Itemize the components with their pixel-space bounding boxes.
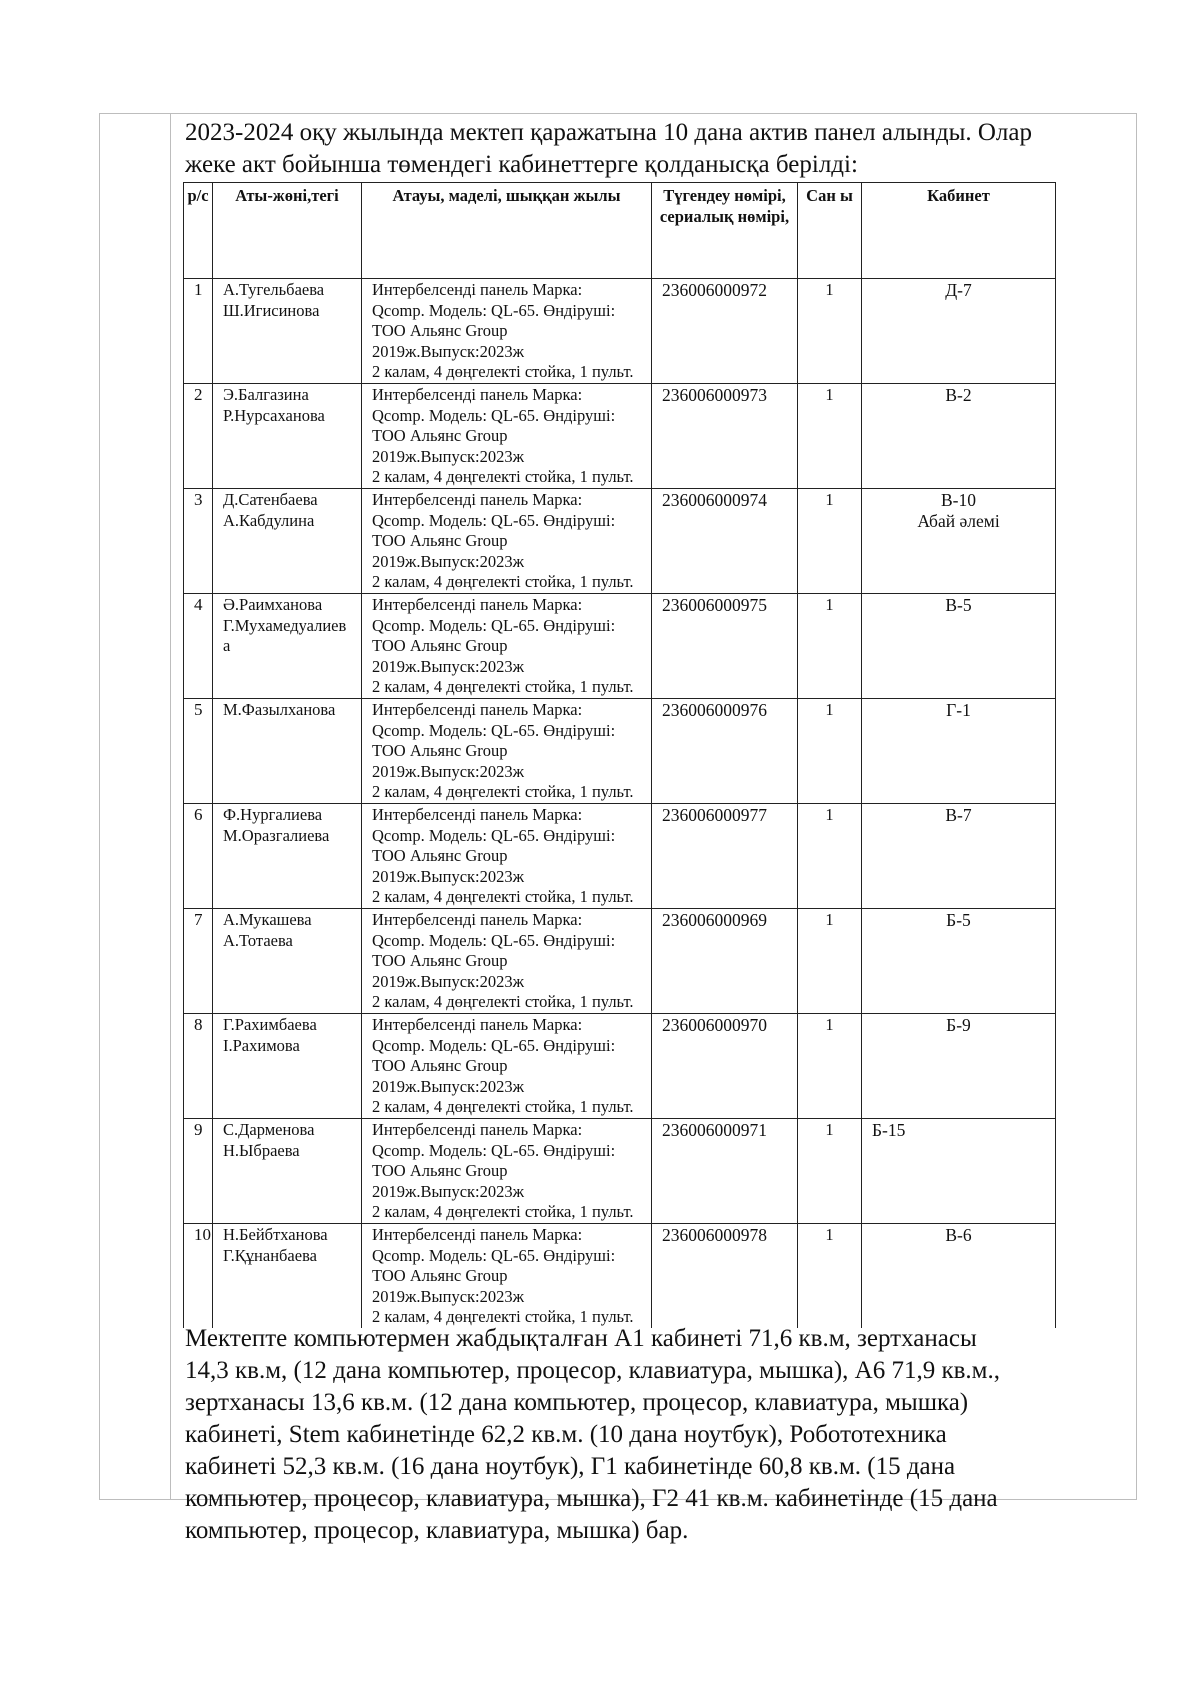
- description-line: 2 калам, 4 дөңгелекті стойка, 1 пульт.: [372, 677, 634, 697]
- cell-description: [362, 909, 652, 1014]
- description-text: [372, 700, 651, 803]
- room-label: В-2: [945, 385, 972, 405]
- description-line: 2019ж.Выпуск:2023ж: [372, 1181, 525, 1201]
- table-row: [184, 594, 1056, 699]
- cell-description: [362, 804, 652, 909]
- table-row: [184, 699, 1056, 804]
- cell-count: 1: [798, 489, 862, 594]
- person-name: Г.Мухамедуалиев: [223, 615, 347, 635]
- cell-room: [862, 489, 1056, 594]
- description-text: [372, 490, 651, 593]
- cell-count: 1: [798, 1224, 862, 1328]
- person-name: Р.Нурсаханова: [223, 405, 325, 425]
- cell-names: [213, 909, 362, 1014]
- table-row: [184, 909, 1056, 1014]
- description-line: Интербелсенді панель Марка:: [372, 910, 583, 929]
- description-line: Интербелсенді панель Марка:: [372, 700, 583, 719]
- description-line: Qcomp. Модель: QL-65. Өндіруші:: [372, 1035, 616, 1055]
- person-name: Ф.Нургалиева: [223, 805, 323, 824]
- table-row: [184, 1119, 1056, 1224]
- description-line: Qcomp. Модель: QL-65. Өндіруші:: [372, 510, 616, 530]
- description-line: Интербелсенді панель Марка:: [372, 1120, 583, 1139]
- cell-num: 10: [184, 1224, 213, 1328]
- description-line: ТОО Альянс Group: [372, 1161, 508, 1181]
- room-label: Г-1: [946, 700, 971, 720]
- description-line: 2 калам, 4 дөңгелекті стойка, 1 пульт.: [372, 887, 634, 907]
- description-line: 2 калам, 4 дөңгелекті стойка, 1 пульт.: [372, 572, 634, 592]
- person-name: І.Рахимова: [223, 1035, 300, 1055]
- cell-count: 1: [798, 699, 862, 804]
- cell-room: [862, 1119, 1056, 1224]
- cell-names: [213, 489, 362, 594]
- description-line: Интербелсенді панель Марка:: [372, 280, 583, 299]
- paragraph-line: Мектепте компьютермен жабдықталған А1 кабинеті 71,6 кв.м, зертханасы: [185, 1325, 977, 1352]
- frame-divider: [170, 114, 171, 1499]
- person-name: Э.Балгазина: [223, 385, 309, 404]
- cell-names: [213, 594, 362, 699]
- description-line: Интербелсенді панель Марка:: [372, 385, 583, 404]
- description-line: ТОО Альянс Group: [372, 1266, 508, 1286]
- panels-table: [183, 182, 1056, 1328]
- cell-description: [362, 1014, 652, 1119]
- table-row: [184, 489, 1056, 594]
- description-text: [372, 1225, 651, 1328]
- room-label: Д-7: [945, 280, 972, 300]
- description-line: 2 калам, 4 дөңгелекті стойка, 1 пульт.: [372, 1307, 634, 1327]
- cell-names: [213, 1014, 362, 1119]
- cell-num: 5: [184, 699, 213, 804]
- description-line: 2 калам, 4 дөңгелекті стойка, 1 пульт.: [372, 467, 634, 487]
- header-desc: Атауы, маделі, шыққан жылы: [362, 183, 652, 279]
- description-line: 2 калам, 4 дөңгелекті стойка, 1 пульт.: [372, 782, 634, 802]
- person-name: А.Мукашева: [223, 910, 312, 929]
- cell-inventory-number: 236006000969: [652, 909, 798, 1014]
- description-line: ТОО Альянс Group: [372, 846, 508, 866]
- description-line: 2019ж.Выпуск:2023ж: [372, 341, 525, 361]
- table-header-row: [184, 183, 1056, 279]
- cell-inventory-number: 236006000974: [652, 489, 798, 594]
- table-row: [184, 1014, 1056, 1119]
- header-inv: Түгендеу нөмірі, сериалық нөмірі,: [652, 183, 798, 279]
- header-count: Сан ы: [798, 183, 862, 279]
- description-line: 2019ж.Выпуск:2023ж: [372, 971, 525, 991]
- person-name: Н.Ыбраева: [223, 1140, 300, 1160]
- description-line: Qcomp. Модель: QL-65. Өндіруші:: [372, 825, 616, 845]
- description-text: [372, 910, 651, 1013]
- cell-description: [362, 279, 652, 384]
- description-line: Qcomp. Модель: QL-65. Өндіруші:: [372, 300, 616, 320]
- room-label: В-5: [945, 595, 972, 615]
- person-name: А.Кабдулина: [223, 510, 315, 530]
- cell-inventory-number: 236006000977: [652, 804, 798, 909]
- description-line: ТОО Альянс Group: [372, 741, 508, 761]
- description-line: 2019ж.Выпуск:2023ж: [372, 446, 525, 466]
- description-line: ТОО Альянс Group: [372, 321, 508, 341]
- description-line: Интербелсенді панель Марка:: [372, 595, 583, 614]
- header-num: р/с: [184, 183, 213, 279]
- cell-room: [862, 1014, 1056, 1119]
- room-label: В-7: [945, 805, 972, 825]
- description-line: ТОО Альянс Group: [372, 636, 508, 656]
- cell-num: 9: [184, 1119, 213, 1224]
- paragraph-line: зертханасы 13,6 кв.м. (12 дана компьютер, процесор, клавиатура, мышка): [185, 1389, 969, 1416]
- room-label: Б-9: [946, 1015, 971, 1035]
- cell-description: [362, 699, 652, 804]
- description-line: Интербелсенді панель Марка:: [372, 805, 583, 824]
- description-text: [372, 595, 651, 698]
- person-name: М.Оразгалиева: [223, 825, 330, 845]
- cell-num: 1: [184, 279, 213, 384]
- cell-count: 1: [798, 1119, 862, 1224]
- cell-room: [862, 804, 1056, 909]
- description-line: Интербелсенді панель Марка:: [372, 1225, 583, 1244]
- header-room: Кабинет: [862, 183, 1056, 279]
- cell-inventory-number: 236006000972: [652, 279, 798, 384]
- description-line: 2 калам, 4 дөңгелекті стойка, 1 пульт.: [372, 362, 634, 382]
- description-line: Qcomp. Модель: QL-65. Өндіруші:: [372, 1245, 616, 1265]
- cell-num: 8: [184, 1014, 213, 1119]
- description-line: Qcomp. Модель: QL-65. Өндіруші:: [372, 720, 616, 740]
- description-line: 2019ж.Выпуск:2023ж: [372, 1076, 525, 1096]
- description-line: ТОО Альянс Group: [372, 1056, 508, 1076]
- description-line: 2019ж.Выпуск:2023ж: [372, 866, 525, 886]
- cell-names: [213, 384, 362, 489]
- person-name: Г.Рахимбаева: [223, 1015, 317, 1034]
- paragraph-line: кабинеті, Stem кабинетінде 62,2 кв.м. (10 дана ноутбук), Робототехника: [185, 1421, 947, 1448]
- cell-names: [213, 1224, 362, 1328]
- cell-count: 1: [798, 1014, 862, 1119]
- description-line: Qcomp. Модель: QL-65. Өндіруші:: [372, 930, 616, 950]
- cell-count: 1: [798, 804, 862, 909]
- person-name: Д.Сатенбаева: [223, 490, 318, 509]
- description-line: Qcomp. Модель: QL-65. Өндіруші:: [372, 405, 616, 425]
- table-row: [184, 804, 1056, 909]
- paragraph-line: 14,3 кв.м, (12 дана компьютер, процесор, клавиатура, мышка), А6 71,9 кв.м.,: [185, 1357, 1001, 1384]
- cell-inventory-number: 236006000973: [652, 384, 798, 489]
- description-line: Qcomp. Модель: QL-65. Өндіруші:: [372, 615, 616, 635]
- cell-description: [362, 594, 652, 699]
- person-name: А.Тугельбаева: [223, 280, 325, 299]
- description-line: Интербелсенді панель Марка:: [372, 1015, 583, 1034]
- cell-count: 1: [798, 909, 862, 1014]
- description-line: Интербелсенді панель Марка:: [372, 490, 583, 509]
- cell-count: 1: [798, 279, 862, 384]
- room-label: Б-5: [946, 910, 971, 930]
- description-line: 2019ж.Выпуск:2023ж: [372, 656, 525, 676]
- person-name: С.Дарменова: [223, 1120, 315, 1139]
- intro-paragraph: [185, 117, 1130, 181]
- cell-description: [362, 1119, 652, 1224]
- cell-count: 1: [798, 384, 862, 489]
- description-line: ТОО Альянс Group: [372, 951, 508, 971]
- cell-inventory-number: 236006000970: [652, 1014, 798, 1119]
- cell-room: [862, 909, 1056, 1014]
- paragraph-line: компьютер, процесор, клавиатура, мышка) бар.: [185, 1517, 689, 1544]
- person-name: Г.Құнанбаева: [223, 1245, 317, 1265]
- cell-room: [862, 594, 1056, 699]
- description-text: [372, 1015, 651, 1118]
- person-name: М.Фазылханова: [223, 700, 336, 719]
- table-body: [184, 279, 1056, 1328]
- cell-num: 6: [184, 804, 213, 909]
- cell-num: 2: [184, 384, 213, 489]
- description-text: [372, 385, 651, 488]
- computer-rooms-paragraph: [185, 1323, 1130, 1547]
- cell-description: [362, 489, 652, 594]
- description-text: [372, 1120, 651, 1223]
- room-label: В-10: [941, 490, 976, 510]
- description-line: 2 калам, 4 дөңгелекті стойка, 1 пульт.: [372, 1202, 634, 1222]
- room-label: Б-15: [872, 1120, 906, 1140]
- cell-names: [213, 279, 362, 384]
- table-row: [184, 279, 1056, 384]
- intro-line: 2023-2024 оқу жылында мектеп қаражатына 10 дана актив панел алынды. Олар: [185, 119, 1032, 146]
- cell-inventory-number: 236006000978: [652, 1224, 798, 1328]
- cell-names: [213, 699, 362, 804]
- table-row: [184, 384, 1056, 489]
- room-label: В-6: [945, 1225, 972, 1245]
- cell-description: [362, 384, 652, 489]
- cell-room: [862, 279, 1056, 384]
- description-line: ТОО Альянс Group: [372, 426, 508, 446]
- cell-room: [862, 699, 1056, 804]
- person-name: Ш.Игисинова: [223, 300, 320, 320]
- cell-num: 3: [184, 489, 213, 594]
- person-name: а: [223, 636, 231, 656]
- intro-line: жеке акт бойынша төмендегі кабинеттерге қолданысқа берілді:: [185, 151, 858, 178]
- person-name: Н.Бейбтханова: [223, 1225, 328, 1244]
- description-line: 2019ж.Выпуск:2023ж: [372, 761, 525, 781]
- cell-description: [362, 1224, 652, 1328]
- paragraph-line: кабинеті 52,3 кв.м. (16 дана ноутбук), Г1 кабинетінде 60,8 кв.м. (15 дана: [185, 1453, 956, 1480]
- cell-num: 4: [184, 594, 213, 699]
- cell-room: [862, 384, 1056, 489]
- description-line: 2019ж.Выпуск:2023ж: [372, 1286, 525, 1306]
- room-label: Абай әлемі: [917, 510, 1000, 531]
- cell-inventory-number: 236006000975: [652, 594, 798, 699]
- cell-names: [213, 804, 362, 909]
- description-text: [372, 280, 651, 383]
- cell-inventory-number: 236006000976: [652, 699, 798, 804]
- cell-count: 1: [798, 594, 862, 699]
- cell-num: 7: [184, 909, 213, 1014]
- description-line: 2 калам, 4 дөңгелекті стойка, 1 пульт.: [372, 1097, 634, 1117]
- paragraph-line: компьютер, процесор, клавиатура, мышка), Г2 41 кв.м. кабинетінде (15 дана: [185, 1485, 998, 1512]
- person-name: А.Тотаева: [223, 930, 293, 950]
- description-line: 2019ж.Выпуск:2023ж: [372, 551, 525, 571]
- description-text: [372, 805, 651, 908]
- description-line: ТОО Альянс Group: [372, 531, 508, 551]
- description-line: 2 калам, 4 дөңгелекті стойка, 1 пульт.: [372, 992, 634, 1012]
- person-name: Ә.Раимханова: [223, 595, 323, 614]
- cell-inventory-number: 236006000971: [652, 1119, 798, 1224]
- table-row: [184, 1224, 1056, 1328]
- header-name: Аты-жөні,тегі: [213, 183, 362, 279]
- description-line: Qcomp. Модель: QL-65. Өндіруші:: [372, 1140, 616, 1160]
- cell-names: [213, 1119, 362, 1224]
- cell-room: [862, 1224, 1056, 1328]
